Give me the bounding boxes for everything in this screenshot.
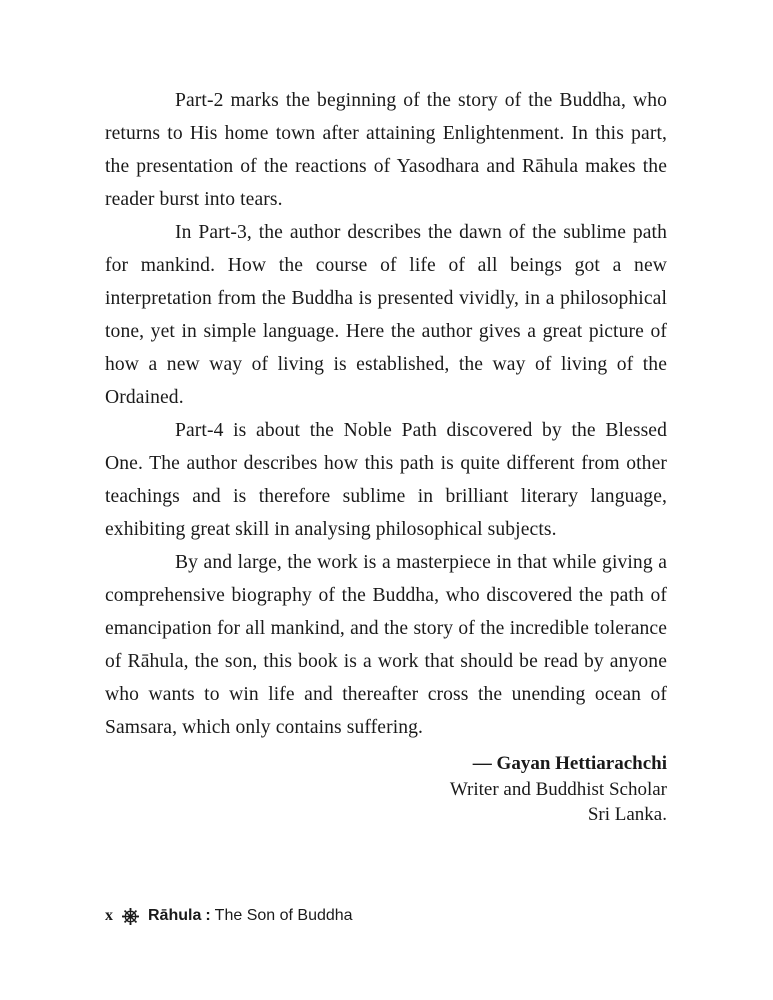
- signature-block: [105, 751, 667, 827]
- signature-role: Writer and Buddhist Scholar: [449, 779, 667, 800]
- footer-separator: :: [205, 907, 211, 924]
- paragraph-conclusion: By and large, the work is a masterpiece in that while giving a comprehensive biography of the Buddha, who discovered the path of emancipation for all mankind, and the story of the incredible tolerance of Rāhula, the son, this book is a work that should be read by anyone who wants to win life and thereafter cross the unending ocean of Samsara, which only contains suffering.: [105, 552, 667, 738]
- signature-location: Sri Lanka.: [587, 804, 667, 825]
- paragraph-part-4: Part-4 is about the Noble Path discovered by the Blessed One. The author describes how this path is quite different from other teachings and is therefore sublime in brilliant literary language, exhibiting great skill in analysing philosophical subjects.: [105, 420, 667, 540]
- page-footer: [105, 907, 353, 925]
- footer-book-subtitle: The Son of Buddha: [214, 907, 353, 924]
- footer-book-title: Rāhula: [148, 907, 202, 924]
- paragraph-part-3: In Part-3, the author describes the dawn of the sublime path for mankind. How the course of life of all beings got a new interpretation from the Buddha is presented vividly, in a philosophical tone, yet in simple language. Here the author gives a great picture of how a new way of living is established, the way of living of the Ordained.: [105, 222, 667, 408]
- signature-name: — Gayan Hettiarachchi: [472, 753, 667, 774]
- document-body: [105, 84, 667, 827]
- paragraph-part-2: Part-2 marks the beginning of the story of the Buddha, who returns to His home town after attaining Enlightenment. In this part, the presentation of the reactions of Yasodhara and Rāhula makes the reader burst into tears.: [105, 90, 667, 210]
- page-number: x: [105, 907, 113, 924]
- dharma-wheel-icon: [122, 908, 139, 925]
